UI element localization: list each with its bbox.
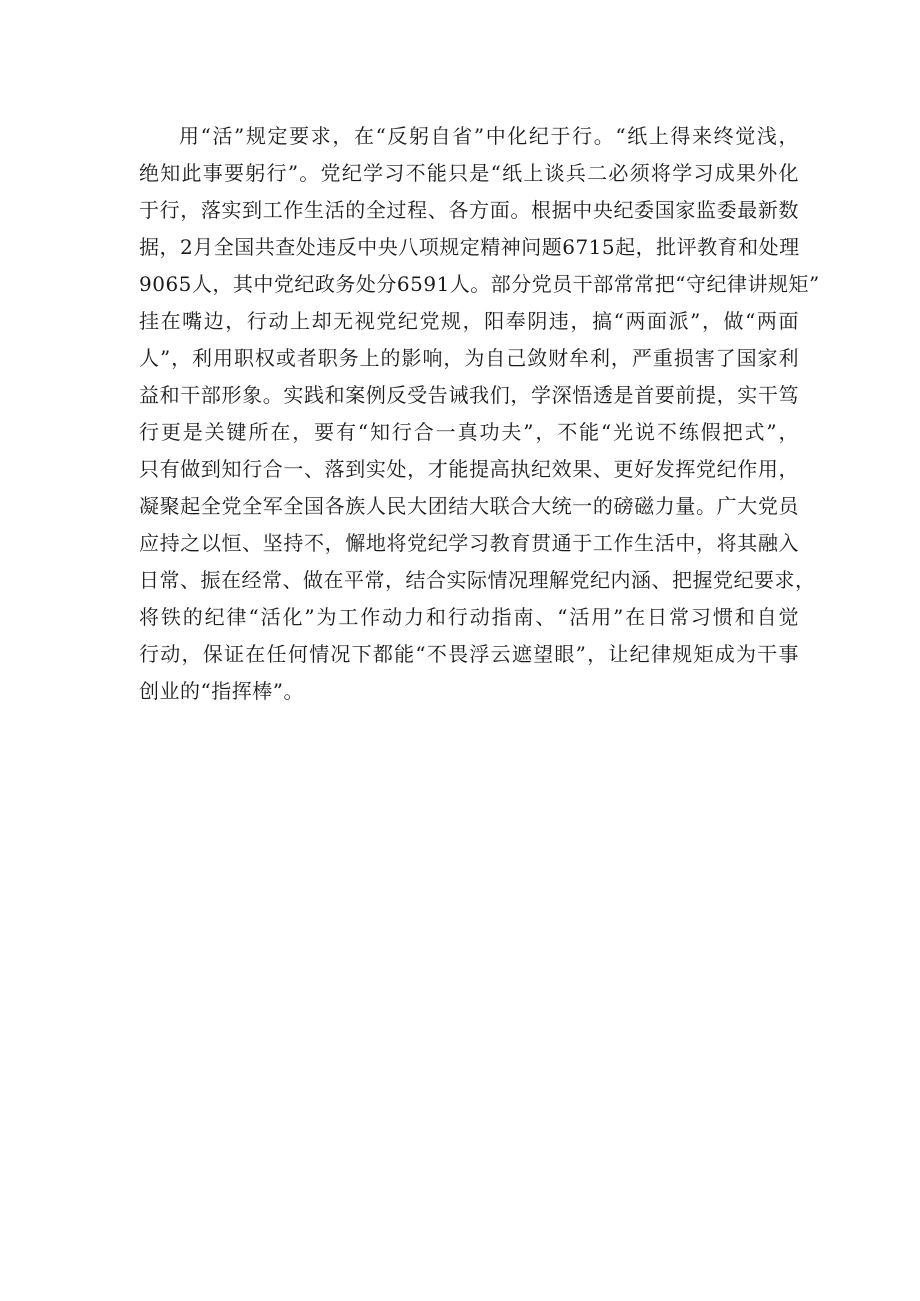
paragraph-line: 行更是关键所在，要有“知行合一真功夫”，不能“光说不练假把式”， [139, 420, 799, 444]
paragraph-line: 用“活”规定要求，在“反躬自省”中化纪于行。“纸上得来终觉浅， [179, 124, 799, 148]
paragraph-line: 将铁的纪律“活化”为工作动力和行动指南、“活用”在日常习惯和自觉 [139, 605, 799, 629]
paragraph-line: 只有做到知行合一、落到实处，才能提高执纪效果、更好发挥党纪作用， [139, 457, 799, 481]
paragraph-line: 9065人，其中党纪政务处分6591人。部分党员干部常常把“守纪律讲规矩” [139, 272, 820, 296]
paragraph-line: 挂在嘴边，行动上却无视党纪党规，阳奉阴违，搞“两面派”，做“两面 [139, 309, 799, 333]
paragraph-line: 日常、振在经常、做在平常，结合实际情况理解党纪内涵、把握党纪要求， [139, 568, 816, 592]
paragraph-line: 人”，利用职权或者职务上的影响，为自己敛财牟利，严重损害了国家利 [139, 346, 799, 370]
paragraph-line: 应持之以恒、坚持不，懈地将党纪学习教育贯通于工作生活中，将其融入 [139, 531, 799, 555]
paragraph-line: 据，2月全国共查处违反中央八项规定精神问题6715起，批评教育和处理 [139, 235, 800, 259]
paragraph-line: 行动，保证在任何情况下都能“不畏浮云遮望眼”，让纪律规矩成为干事 [139, 642, 799, 666]
paragraph-line: 益和干部形象。实践和案例反受告诫我们，学深悟透是首要前提，实干笃 [139, 383, 799, 407]
paragraph-line: 凝聚起全党全军全国各族人民大团结大联合大统一的磅磁力量。广大党员 [139, 494, 799, 518]
paragraph-line: 创业的“指挥棒”。 [139, 679, 304, 703]
body-paragraph [139, 118, 820, 710]
paragraph-line: 于行，落实到工作生活的全过程、各方面。根据中央纪委国家监委最新数 [139, 198, 799, 222]
paragraph-line: 绝知此事要躬行”。党纪学习不能只是“纸上谈兵二必须将学习成果外化 [139, 161, 799, 185]
